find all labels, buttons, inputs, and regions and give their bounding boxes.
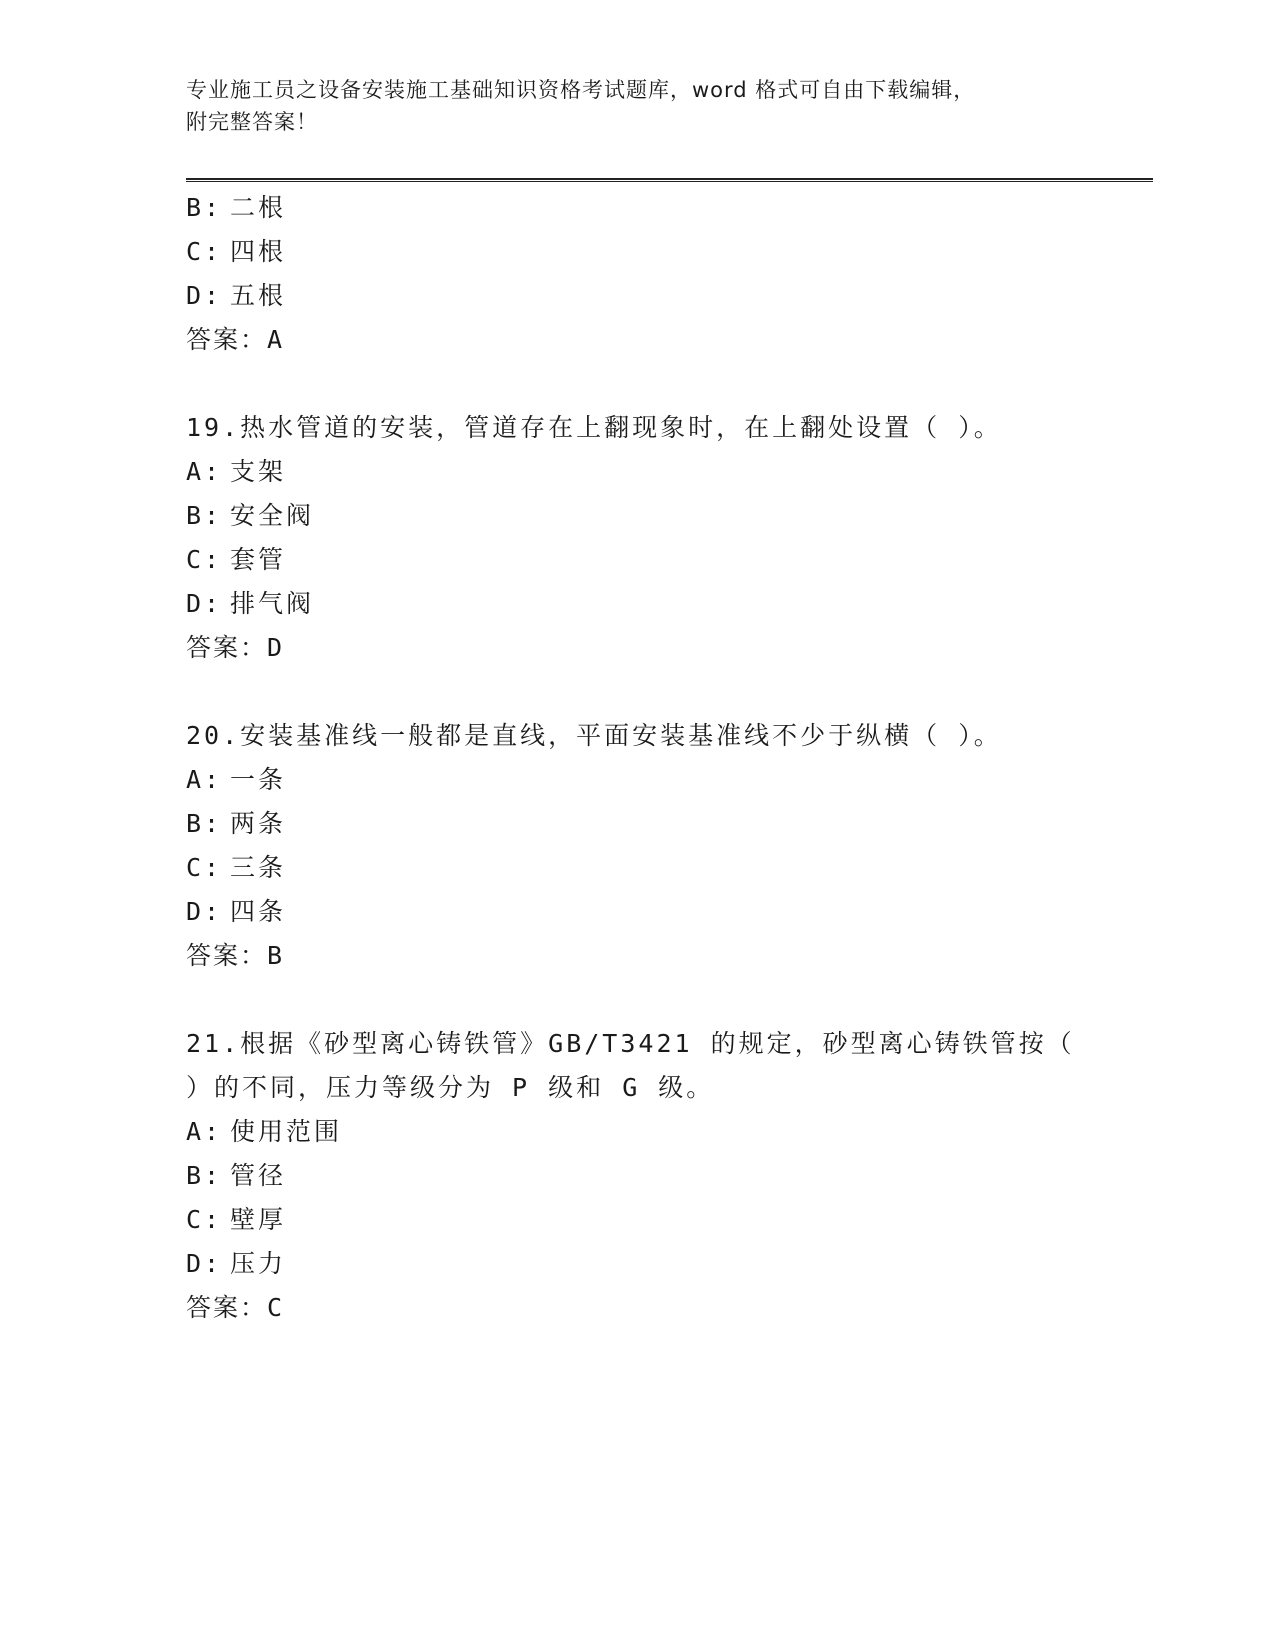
q19-answer	[186, 632, 284, 664]
answer-value: B	[267, 941, 285, 970]
q21-option-a	[186, 1116, 342, 1148]
q20-answer	[186, 940, 284, 972]
answer-label: 答案：	[186, 1293, 268, 1322]
option-letter: C:	[186, 237, 223, 266]
q21-answer	[186, 1292, 284, 1324]
option-text: 五根	[230, 281, 287, 310]
option-letter: B:	[186, 193, 223, 222]
option-text: 壁厚	[230, 1205, 287, 1234]
option-letter: C:	[186, 853, 223, 882]
option-text: 四根	[230, 237, 287, 266]
option-text: 排气阀	[230, 589, 315, 618]
prev-option-d	[186, 280, 286, 312]
option-text: 安全阀	[230, 501, 315, 530]
option-letter: A:	[186, 765, 223, 794]
option-letter: C:	[186, 1205, 223, 1234]
prev-answer	[186, 324, 284, 356]
option-text: 两条	[230, 809, 287, 838]
q19-option-c	[186, 544, 286, 576]
header-line-2: 附完整答案！	[186, 110, 318, 134]
option-letter: A:	[186, 1117, 223, 1146]
prev-option-b	[186, 192, 286, 224]
q19-stem: 19.热水管道的安装，管道存在上翻现象时，在上翻处设置（ ）。	[186, 413, 1002, 442]
answer-label: 答案：	[186, 941, 268, 970]
option-text: 管径	[230, 1161, 287, 1190]
document-header	[186, 74, 1086, 138]
option-letter: C:	[186, 545, 223, 574]
option-text: 套管	[230, 545, 287, 574]
option-letter: B:	[186, 809, 223, 838]
answer-label: 答案：	[186, 325, 268, 354]
prev-option-c	[186, 236, 286, 268]
header-divider	[186, 178, 1153, 182]
option-letter: A:	[186, 457, 223, 486]
answer-value: A	[267, 325, 285, 354]
option-text: 使用范围	[230, 1117, 343, 1146]
answer-label: 答案：	[186, 633, 268, 662]
option-letter: D:	[186, 281, 223, 310]
option-text: 一条	[230, 765, 287, 794]
option-text: 二根	[230, 193, 287, 222]
option-text: 三条	[230, 853, 287, 882]
option-letter: D:	[186, 589, 223, 618]
q21-stem-line-2: ）的不同，压力等级分为 P 级和 G 级。	[186, 1073, 715, 1102]
q20-stem: 20.安装基准线一般都是直线，平面安装基准线不少于纵横（ ）。	[186, 721, 1002, 750]
q20-option-d	[186, 896, 286, 928]
q20-option-c	[186, 852, 286, 884]
q20-option-b	[186, 808, 286, 840]
answer-value: D	[267, 633, 285, 662]
option-letter: B:	[186, 1161, 223, 1190]
q19-option-a	[186, 456, 286, 488]
answer-value: C	[267, 1293, 285, 1322]
header-line-1: 专业施工员之设备安装施工基础知识资格考试题库，word 格式可自由下载编辑，	[186, 78, 976, 102]
option-text: 支架	[230, 457, 287, 486]
q21-option-d	[186, 1248, 286, 1280]
option-letter: B:	[186, 501, 223, 530]
q21-option-b	[186, 1160, 286, 1192]
q21-stem-line-1: 21.根据《砂型离心铸铁管》GB/T3421 的规定，砂型离心铸铁管按（	[186, 1029, 1075, 1058]
q20-option-a	[186, 764, 286, 796]
option-text: 四条	[230, 897, 287, 926]
q19-option-d	[186, 588, 314, 620]
option-text: 压力	[230, 1249, 287, 1278]
q21-option-c	[186, 1204, 286, 1236]
option-letter: D:	[186, 897, 223, 926]
q19-option-b	[186, 500, 314, 532]
option-letter: D:	[186, 1249, 223, 1278]
